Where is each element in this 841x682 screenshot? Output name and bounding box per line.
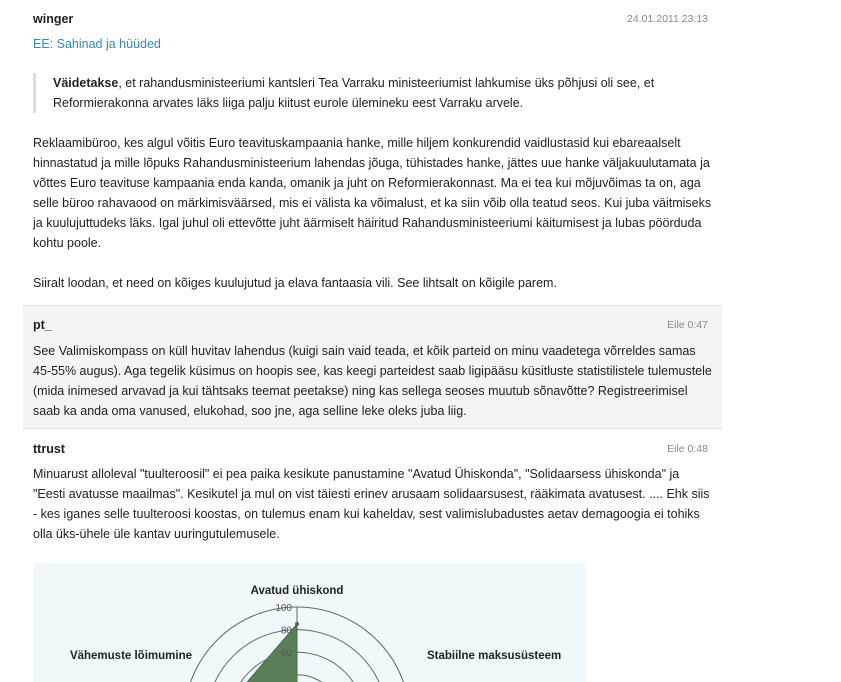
radar-category-label: Vähemuste lõimumine xyxy=(69,650,192,662)
comment-winger xyxy=(23,0,722,305)
comment-pt xyxy=(23,305,722,429)
radar-tick-label: 100 xyxy=(275,603,292,614)
radar-chart-svg xyxy=(33,563,586,682)
radar-tick-label: 80 xyxy=(280,625,292,637)
quote-text: , et rahandusministeeriumi kantsleri Tea Varraku ministeeriumist lahkumise üks põhjusi oli see, et Reformierakonna arvates läks liiga palju kiitust eurole ülemineku eest Varraku arvele. xyxy=(53,76,655,110)
topic-link[interactable]: EE: Sahinad ja hüüded xyxy=(33,37,161,51)
radar-data-point xyxy=(295,622,299,626)
quote-bold: Väidetakse xyxy=(53,76,119,90)
blockquote xyxy=(33,73,693,113)
radar-category-label: Stabiilne maksusüsteem xyxy=(427,650,562,662)
comment-time: Eile 0:47 xyxy=(667,319,708,331)
comment-author[interactable]: winger xyxy=(33,12,74,26)
comment-time: 24.01.2011 23:13 xyxy=(627,13,708,25)
comment-paragraph: Reklaamibüroo, kes algul võitis Euro teavituskampaania hanke, mille hiljem konkurendid vaidlustasid kui ebareaalselt hinnastatud ja mille lõpuks Rahandusministeerium lahendas jõuga, tühistades hanke, jättes uue hanke väljakuulutamata ja võttes Euro teavituse kampaania enda kanda, omanik ja juht on Reformierakonnast. Ma ei tea kui mõjuvõimas ta on, aga selle büroo rahavaood on märkimisväärsed, mis ei välista ka võimalust, et ka siin võib olla teatud seos. Kui juba väitmiseks ja kuulujuttudeks läks. Igal juhul oli ettevõtte juht äärmiselt häiritud Rahandusministeeriumi käitumisest ja lubas pöörduda kohtu poole. xyxy=(33,136,712,250)
radar-category-label: Avatud ühiskond xyxy=(250,585,344,597)
comment-paragraph: Siiralt loodan, et need on kõiges kuulujutud ja elava fantaasia vili. See lihtsalt on kõigile parem. xyxy=(33,276,557,290)
comment-paragraph: Minuarust alloleval "tuulteroosil" ei pea paika kesikute panustamine "Avatud Ühiskonda", "Solidaarsess ühiskonda" ja "Eesti avatusse maailmas". Kesikutel ja mul on vist täiesti erinev arusaam solidaarsusest, rääkimata avatusest. .... Ehk siis - kes iganes selle tuulteroosi koostas, on tulemus enam kui kaheldav, sest valimislubadustes aetav demagoogia ei tohiks olla üks-ühele üle kantav uuringutulemusele. xyxy=(33,467,710,541)
comment-paragraph: See Valimiskompass on küll huvitav lahendus (kuigi sain vaid teada, et kõik parteid on minu vaadetega võrreldes samas 45-55% augus). Aga tegelik küsimus on hoopis see, kas keegi parteidest saab ligipääsu küsitluste statistilistele tulemustele (mida inimesed arvavad ja kui tähtsaks teemat peetakse) ning kas sellega seoses muutub sõnavõtte? Registreerimisel saab ka anda oma vanused, elukohad, soo jne, aga selline leke oleks juba liig. xyxy=(33,344,712,418)
radar-chart xyxy=(33,563,586,682)
comment-author[interactable]: pt_ xyxy=(33,318,52,332)
comment-author[interactable]: ttrust xyxy=(33,442,65,456)
radar-tick-label: 60 xyxy=(280,648,292,660)
comment-time: Eile 0:48 xyxy=(667,443,708,455)
